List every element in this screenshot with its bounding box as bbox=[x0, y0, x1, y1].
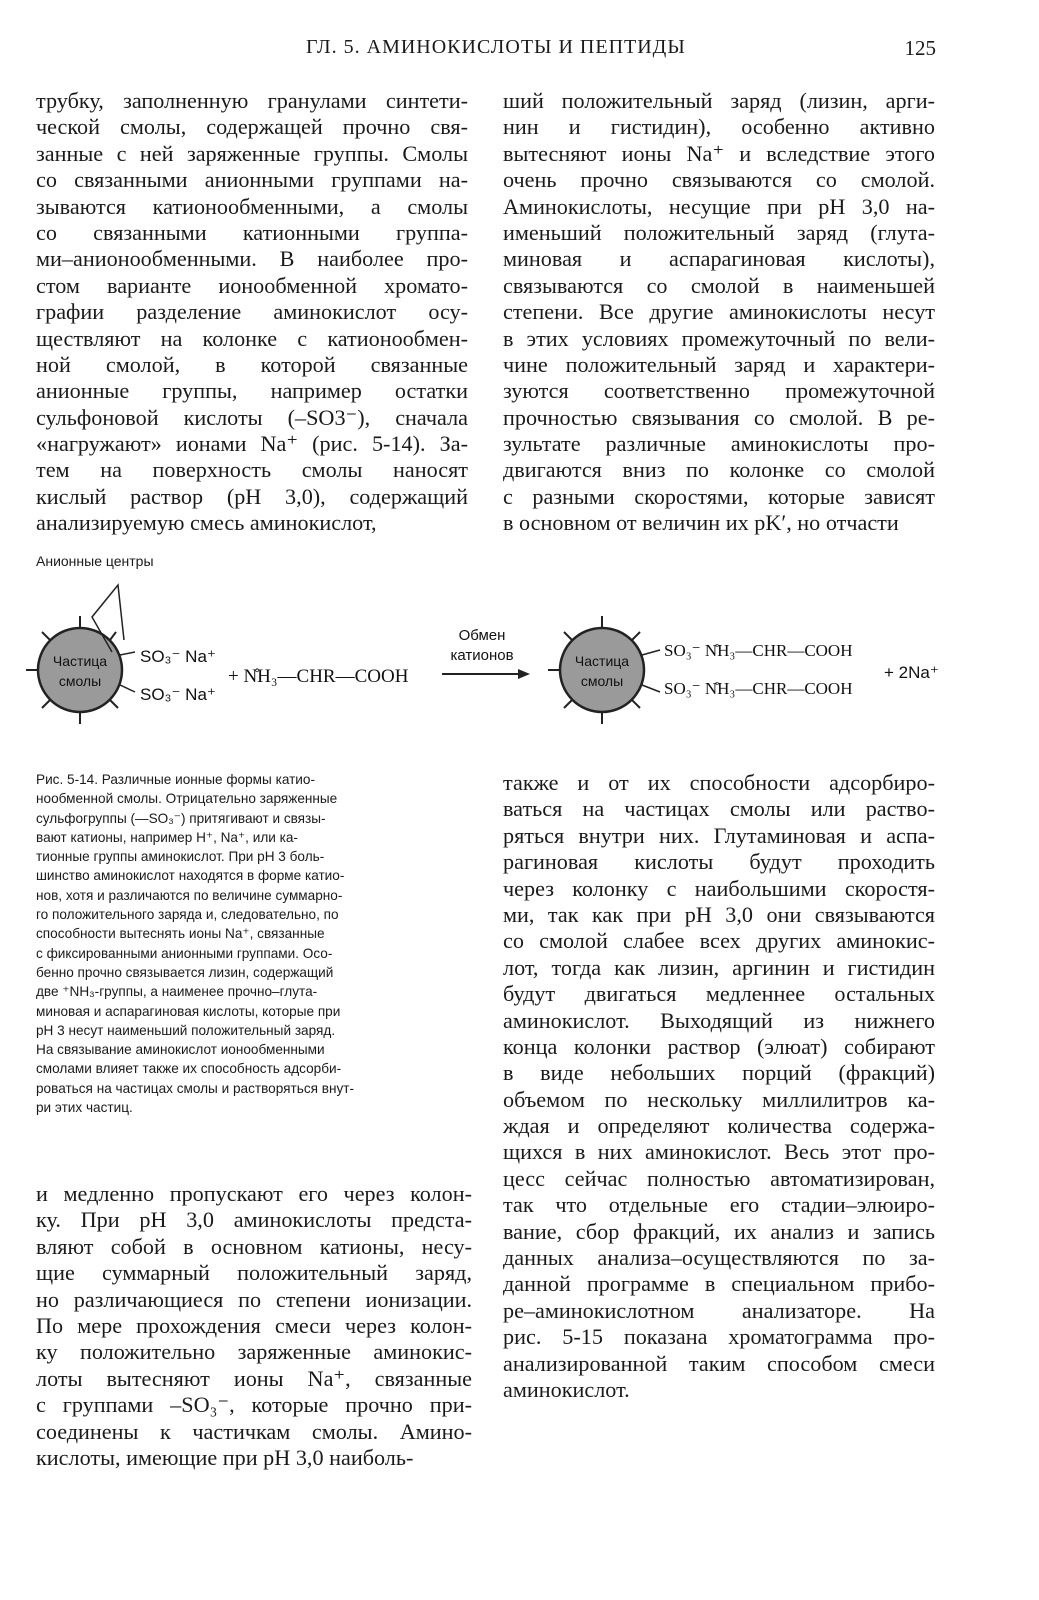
text-line: со смолой слабее всех других аминокис- bbox=[503, 928, 935, 954]
text-line: сульфоновой кислоты (–SO3⁻), сначала bbox=[36, 404, 468, 430]
text-line: рис. 5-15 показана хроматограмма про- bbox=[503, 1324, 935, 1350]
text-line: зультате различные аминокислоты про- bbox=[503, 431, 935, 457]
text-line: анализированной таким способом смеси bbox=[503, 1350, 935, 1376]
text-line: цесс сейчас полностью автоматизирован, bbox=[503, 1165, 935, 1191]
text-line: ваться на частицах смолы или раство- bbox=[503, 796, 935, 822]
text-line: будут двигаться медленнее остальных bbox=[503, 981, 935, 1007]
text-line: кислый раствор (pH 3,0), содержащий bbox=[36, 483, 468, 509]
text-line: с фиксированными анионными группами. Осо- bbox=[36, 945, 333, 961]
page-number: 125 bbox=[904, 36, 936, 60]
text-line: также и от их способности адсорбиро- bbox=[503, 770, 935, 795]
text-line: стом варианте ионообменной хромато- bbox=[36, 272, 468, 298]
particle-label-left-2: смолы bbox=[58, 673, 102, 689]
text-line: миновая и аспарагиновая кислоты, которые при bbox=[36, 1003, 341, 1019]
text-line: вание, сбор фракций, их анализ и запись bbox=[503, 1218, 935, 1244]
text-line: тионные группы аминокислот. При pH 3 боль- bbox=[36, 849, 325, 865]
text-line: зуются соответственно промежуточной bbox=[503, 378, 935, 404]
particle-label-left-1: Частица bbox=[52, 653, 108, 669]
text-line: со связанными катионными группа- bbox=[36, 219, 468, 245]
text-line: зываются катионообменными, а смолы bbox=[36, 193, 468, 219]
ion-exchange-figure bbox=[0, 570, 1039, 740]
product-formula: + 2Na⁺ bbox=[884, 663, 939, 682]
text-line: вляют собой в основном катионы, несу- bbox=[36, 1233, 472, 1259]
text-line: бенно прочно связывается лизин, содержащий bbox=[36, 964, 334, 980]
text-line: лот, тогда как лизин, аргинин и гистидин bbox=[503, 954, 935, 980]
text-line: шинство аминокислот находятся в форме катио- bbox=[36, 868, 345, 884]
text-line: вают катионы, например H⁺, Na⁺, или ка- bbox=[36, 829, 298, 845]
text-line: две ⁺NH₃-группы, а наименее прочно–глута- bbox=[36, 984, 318, 1000]
resin-particle-right bbox=[548, 616, 644, 724]
text-line: со связанными анионными группами на- bbox=[36, 167, 468, 193]
text-line: сульфогруппы (—SO₃⁻) притягивают и связы- bbox=[36, 810, 326, 826]
text-line: именьший положительный заряд (глута- bbox=[503, 219, 935, 245]
text-line: ряться внутри них. Глутаминовая и аспа- bbox=[503, 822, 935, 848]
text-line: нов, хотя и различаются по величине суммарно- bbox=[36, 887, 343, 903]
text-line: прочностью связывания со смолой. В ре- bbox=[503, 404, 935, 430]
text-line: «нагружают» ионами Na⁺ (рис. 5-14). За- bbox=[36, 431, 468, 457]
text-line: очень прочно связываются со смолой. bbox=[503, 167, 935, 193]
arrow-label-2: катионов bbox=[450, 647, 514, 664]
text-line: конца колонки раствор (элюат) собирают bbox=[503, 1033, 935, 1059]
text-column-left-bottom bbox=[36, 1181, 472, 1471]
chapter-title: ГЛ. 5. АМИНОКИСЛОТЫ И ПЕПТИДЫ bbox=[306, 36, 686, 58]
left-group-2: SO₃⁻ Na⁺ bbox=[140, 685, 216, 704]
text-line: анионные группы, например остатки bbox=[36, 378, 468, 404]
running-header bbox=[36, 36, 936, 70]
right-group-1: SO₃⁻ N̊H₃—CHR—COOH bbox=[664, 641, 853, 660]
text-line: щихся в них аминокислот. Весь этот про- bbox=[503, 1139, 935, 1165]
text-line: pH 3 несут наименьший положительный заряд. bbox=[36, 1022, 336, 1038]
text-line: миновая и аспарагиновая кислоты), bbox=[503, 246, 935, 272]
text-line: го положительного заряда и, следовательно, по bbox=[36, 907, 339, 923]
text-line: ной смолой, в которой связанные bbox=[36, 351, 468, 377]
text-line: рагиновая кислоты будут проходить bbox=[503, 849, 935, 875]
text-line: тем на поверхность смолы наносят bbox=[36, 457, 468, 483]
text-line: данных анализа–осуществляются по за- bbox=[503, 1245, 935, 1271]
text-line: ший положительный заряд (лизин, арги- bbox=[503, 88, 935, 113]
particle-label-right-1: Частица bbox=[574, 653, 630, 669]
text-line: и медленно пропускают его через колон- bbox=[36, 1181, 472, 1206]
text-line: ре–аминокислотном анализаторе. На bbox=[503, 1297, 935, 1323]
text-line: способности вытеснять ионы Na⁺, связанные bbox=[36, 926, 325, 942]
text-line: ждая и определяют количества содержа- bbox=[503, 1113, 935, 1139]
text-line: через колонку с наибольшими скоростя- bbox=[503, 875, 935, 901]
text-line: ку. При pH 3,0 аминокислоты предста- bbox=[36, 1207, 472, 1233]
text-line: степени. Все другие аминокислоты несут bbox=[503, 299, 935, 325]
text-line: щие суммарный положительный заряд, bbox=[36, 1260, 472, 1286]
text-column-right-top bbox=[503, 88, 935, 537]
text-line: роваться на частицах смолы и растворяться внут- bbox=[36, 1080, 355, 1096]
particle-label-right-2: смолы bbox=[580, 673, 624, 689]
left-group-1: SO₃⁻ Na⁺ bbox=[140, 647, 216, 666]
reactant-formula: + N̊H₃—CHR—COOH bbox=[228, 666, 409, 687]
text-line: нин и гистидин), особенно активно bbox=[503, 114, 935, 140]
text-line: графии разделение аминокислот осу- bbox=[36, 299, 468, 325]
text-line: вытесняют ионы Na⁺ и вследствие этого bbox=[503, 140, 935, 166]
text-line: ри этих частиц. bbox=[36, 1100, 133, 1116]
text-line: ми, так как при pH 3,0 они связываются bbox=[503, 901, 935, 927]
text-line: аминокислот. Выходящий из нижнего bbox=[503, 1007, 935, 1033]
text-line: но различающиеся по степени ионизации. bbox=[36, 1286, 472, 1312]
text-line: ку положительно заряженные аминокис- bbox=[36, 1339, 472, 1365]
text-line: Рис. 5-14. Различные ионные формы катио- bbox=[36, 772, 315, 787]
text-column-left-top bbox=[36, 88, 468, 537]
text-line: чине положительный заряд и характери- bbox=[503, 351, 935, 377]
text-line: анализируемую смесь аминокислот, bbox=[36, 510, 377, 536]
text-line: На связывание аминокислот ионообменными bbox=[36, 1042, 325, 1058]
text-line: ческой смолы, содержащей прочно свя- bbox=[36, 114, 468, 140]
text-line: трубку, заполненную гранулами синтети- bbox=[36, 88, 468, 113]
text-line: занные с ней заряженные группы. Смолы bbox=[36, 140, 468, 166]
text-line: с разными скоростями, которые зависят bbox=[503, 483, 935, 509]
text-line: ществляют на колонке с катионообмен- bbox=[36, 325, 468, 351]
text-line: По мере прохождения смеси через колон- bbox=[36, 1312, 472, 1338]
figure-caption bbox=[36, 770, 434, 1117]
text-line: в этих условиях промежуточный по вели- bbox=[503, 325, 935, 351]
text-line: лоты вытесняют ионы Na⁺, связанные bbox=[36, 1365, 472, 1391]
text-line: двигаются вниз по колонке со смолой bbox=[503, 457, 935, 483]
text-line: так что отдельные его стадии–элюиро- bbox=[503, 1192, 935, 1218]
text-line: аминокислот. bbox=[503, 1376, 630, 1402]
text-column-right-bottom bbox=[503, 770, 935, 1403]
resin-particle-left bbox=[26, 585, 124, 724]
text-line: смолами влияет также их способность адсорби- bbox=[36, 1061, 342, 1077]
arrow-label-1: Обмен bbox=[458, 627, 506, 644]
text-line: Аминокислоты, несущие при pH 3,0 на- bbox=[503, 193, 935, 219]
text-line: соединены к частичкам смолы. Амино- bbox=[36, 1418, 472, 1444]
text-line: объемом по нескольку миллилитров ка- bbox=[503, 1086, 935, 1112]
text-line: данной программе в специальном прибо- bbox=[503, 1271, 935, 1297]
text-line: ми–анионообменными. В наиболее про- bbox=[36, 246, 468, 272]
text-line: в виде небольших порций (фракций) bbox=[503, 1060, 935, 1086]
text-line: в основном от величин их pK′, но отчасти bbox=[503, 510, 899, 536]
right-group-2: SO₃⁻ N̊H₃—CHR—COOH bbox=[664, 679, 853, 698]
text-line: с группами –SO₃⁻, которые прочно при- bbox=[36, 1392, 472, 1418]
text-line: нообменной смолы. Отрицательно заряженные bbox=[36, 791, 338, 807]
figure-anionic-sites-label: Анионные центры bbox=[36, 553, 154, 569]
text-line: связываются со смолой в наименьшей bbox=[503, 272, 935, 298]
reaction-arrow bbox=[442, 669, 530, 679]
text-line: кислоты, имеющие при pH 3,0 наиболь- bbox=[36, 1444, 414, 1470]
